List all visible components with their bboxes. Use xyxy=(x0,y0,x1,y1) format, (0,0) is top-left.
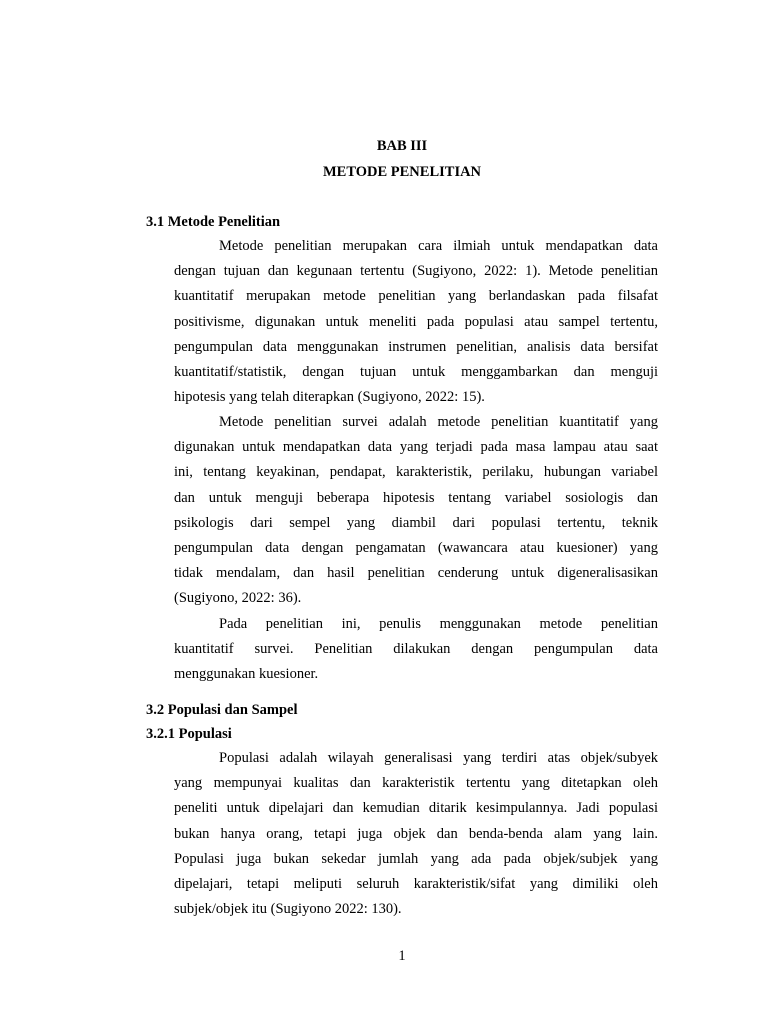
text-line: Metode penelitian merupakan cara ilmiah untuk mendapatkan data xyxy=(219,238,658,254)
paragraph-3-2-1-a xyxy=(174,746,658,922)
paragraph-3-1-a xyxy=(174,234,658,410)
text-line: (Sugiyono, 2022: 36). xyxy=(174,590,302,607)
chapter-title: METODE PENELITIAN xyxy=(322,164,482,180)
text-line: dan untuk menguji beberapa hipotesis tentang variabel sosiologis dan xyxy=(174,489,658,506)
text-line: digunakan untuk mendapatkan data yang terjadi pada masa lampau atau saat xyxy=(174,439,658,456)
text-line: pengumpulan data menggunakan instrumen penelitian, analisis data bersifat xyxy=(174,338,658,355)
text-line: positivisme, digunakan untuk meneliti pada populasi atau sampel tertentu, xyxy=(174,313,658,330)
text-line: Populasi adalah wilayah generalisasi yang terdiri atas objek/subyek xyxy=(219,750,658,766)
text-line: bukan hanya orang, tetapi juga objek dan benda-benda alam yang lain. xyxy=(174,825,658,842)
section-heading-3-1: 3.1 Metode Penelitian xyxy=(146,214,281,230)
page-number: 1 xyxy=(398,948,406,964)
text-line: dengan tujuan dan kegunaan tertentu (Sugiyono, 2022: 1). Metode penelitian xyxy=(174,263,658,280)
text-line: yang mempunyai kualitas dan karakteristik tertentu yang ditetapkan oleh xyxy=(174,775,658,792)
text-line: Pada penelitian ini, penulis menggunakan metode penelitian xyxy=(219,616,658,632)
text-line: peneliti untuk dipelajari dan kemudian ditarik kesimpulannya. Jadi populasi xyxy=(174,800,658,817)
text-line: Metode penelitian survei adalah metode penelitian kuantitatif yang xyxy=(219,414,658,430)
text-line: pengumpulan data dengan pengamatan (wawancara atau kuesioner) yang xyxy=(174,539,658,556)
text-line: kuantitatif survei. Penelitian dilakukan dengan pengumpulan data xyxy=(174,641,658,658)
text-line: hipotesis yang telah diterapkan (Sugiyono, 2022: 15). xyxy=(174,389,485,406)
section-heading-3-2: 3.2 Populasi dan Sampel xyxy=(146,702,298,718)
text-line: dipelajari, tetapi meliputi seluruh karakteristik/sifat yang dimiliki oleh xyxy=(174,875,658,892)
text-line: kuantitatif/statistik, dengan tujuan untuk menggambarkan dan menguji xyxy=(174,363,658,380)
paragraph-3-1-b xyxy=(174,410,658,612)
text-line: psikologis dari sempel yang diambil dari populasi tertentu, teknik xyxy=(174,514,658,531)
text-line: ini, tentang keyakinan, pendapat, karakteristik, perilaku, hubungan variabel xyxy=(174,464,658,481)
text-line: Populasi juga bukan sekedar jumlah yang ada pada objek/subjek yang xyxy=(174,850,658,867)
text-line: menggunakan kuesioner. xyxy=(174,666,319,683)
text-line: subjek/objek itu (Sugiyono 2022: 130). xyxy=(174,901,402,918)
paragraph-3-1-c xyxy=(174,612,658,688)
text-line: kuantitatif merupakan metode penelitian yang berlandaskan pada filsafat xyxy=(174,288,658,305)
text-line: tidak mendalam, dan hasil penelitian cenderung untuk digeneralisasikan xyxy=(174,565,658,582)
chapter-number: BAB III xyxy=(376,138,428,154)
section-heading-3-2-1: 3.2.1 Populasi xyxy=(146,726,232,742)
